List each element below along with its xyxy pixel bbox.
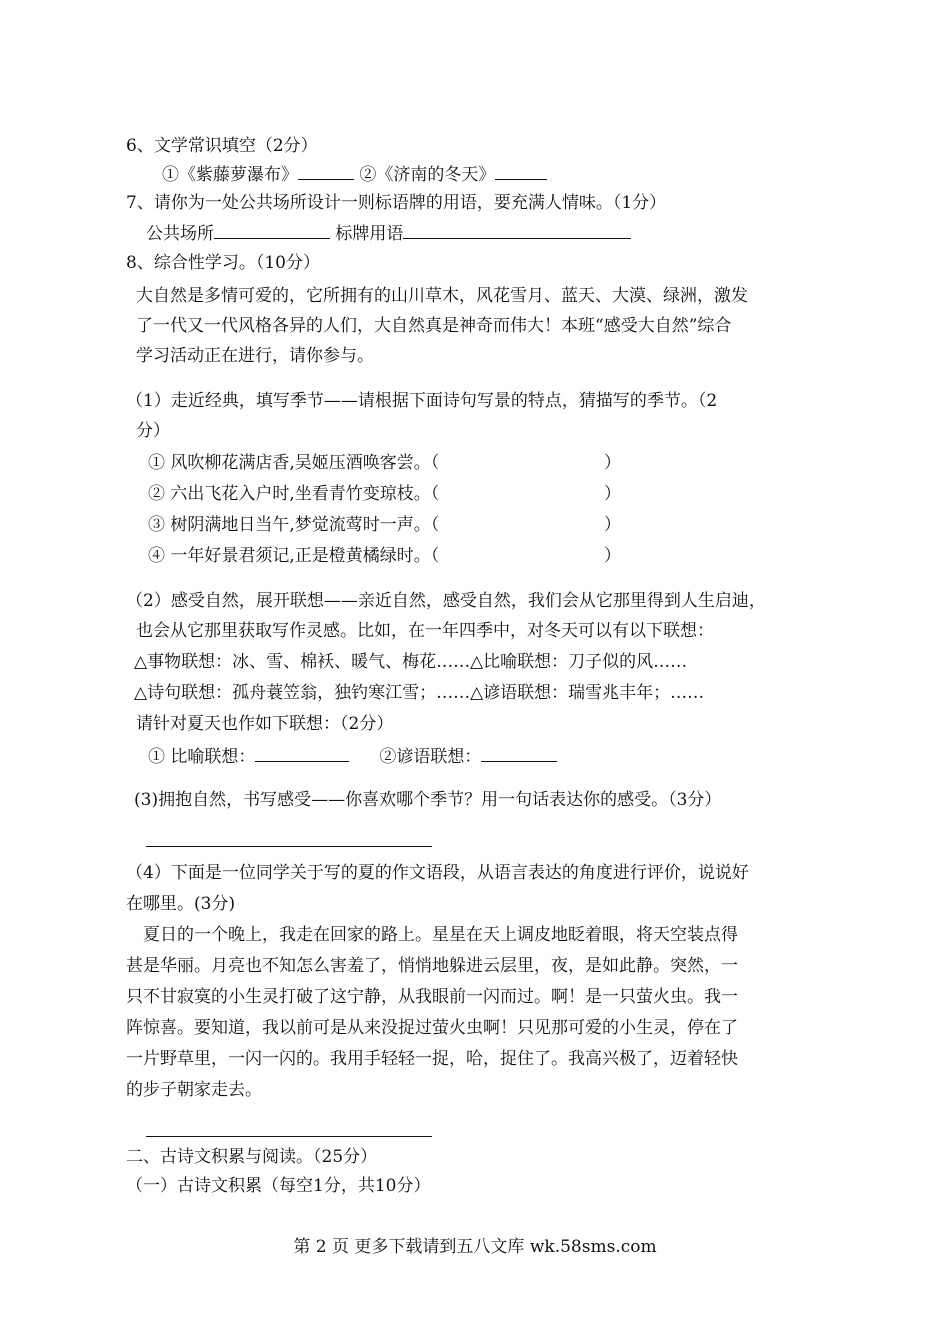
- q8-p4-title-line1: （4）下面是一位同学关于写的夏的作文语段，从语言表达的角度进行评价，说说好: [126, 863, 749, 883]
- q8-p1-item4-close: ）: [604, 546, 621, 566]
- q8-p2-proverb-label: ②谚语联想：: [379, 747, 482, 767]
- q8-p4-title-line2: 在哪里。(3分): [126, 894, 236, 914]
- q8-p1-item4: [148, 545, 439, 567]
- q8-intro-line3: 学习活动正在进行，请你参与。: [136, 346, 374, 366]
- page-footer: 第 2 页 更多下载请到五八文库 wk.58sms.com: [293, 1237, 657, 1257]
- q7-place-label: 公共场所: [146, 224, 214, 244]
- q8-p2-proverb-blank[interactable]: [481, 744, 557, 762]
- q6-items: [162, 162, 547, 186]
- q7-place-blank[interactable]: [214, 221, 330, 239]
- q8-p1-item4-text: ④ 一年好景君须记,正是橙黄橘绿时。（: [148, 546, 440, 566]
- q7-title: 7、请你为一处公共场所设计一则标语牌的用语，要充满人情味。（1分）: [126, 193, 667, 213]
- q8-p1-item2-text: ② 六出飞花入户时,坐看青竹变琼枝。（: [148, 484, 440, 504]
- q8-p2-answer-row: [148, 744, 557, 768]
- q7-slogan-blank[interactable]: [403, 221, 631, 239]
- section2-title: 二、古诗文积累与阅读。（25分）: [126, 1147, 378, 1167]
- q8-intro-line1: 大自然是多情可爱的，它所拥有的山川草木，风花雪月、蓝天、大漠、绿洲，激发: [136, 286, 748, 306]
- q8-p2-line5: 请针对夏天也作如下联想：（2分）: [136, 714, 394, 734]
- q8-p3-title: (3)拥抱自然，书写感受——你喜欢哪个季节？用一句话表达你的感受。（3分）: [134, 790, 722, 810]
- q8-p2-line1: （2）感受自然，展开联想——亲近自然，感受自然，我们会从它那里得到人生启迪，: [126, 591, 766, 611]
- q6-item1-blank[interactable]: [298, 162, 354, 180]
- q8-p1-item2-close: ）: [604, 484, 621, 504]
- q8-intro-line2: 了一代又一代风格各异的人们，大自然真是神奇而伟大！本班“感受大自然”综合: [136, 316, 732, 336]
- q8-title: 8、综合性学习。（10分）: [126, 253, 320, 273]
- q8-p1-item1-close: ）: [604, 453, 621, 473]
- q7-answer-row: [146, 221, 631, 245]
- q6-item2-label: ②《济南的冬天》: [359, 165, 496, 185]
- q8-p2-line4: △诗句联想：孤舟蓑笠翁，独钓寒江雪；……△谚语联想：瑞雪兆丰年；……: [134, 683, 705, 703]
- q8-p1-title-line2: 分）: [136, 421, 170, 441]
- section2-sub1: （一）古诗文积累（每空1分，共10分）: [126, 1176, 431, 1196]
- q8-p1-title-line1: （1）走近经典，填写季节——请根据下面诗句写景的特点，猜描写的季节。（2: [126, 391, 718, 411]
- q8-p1-item3-text: ③ 树阴满地日当午,梦觉流莺时一声。（: [148, 515, 440, 535]
- q8-p1-item2: [148, 483, 439, 505]
- q6-item2-blank[interactable]: [495, 162, 547, 180]
- q6-title: 6、文学常识填空（2分）: [126, 136, 318, 156]
- q7-slogan-label: 标牌用语: [335, 224, 404, 244]
- q8-p4-passage-line3: 只不甘寂寞的小生灵打破了这宁静，从我眼前一闪而过。啊！是一只萤火虫。我一: [126, 987, 738, 1007]
- q8-p4-passage-line1: 夏日的一个晚上，我走在回家的路上。星星在天上调皮地眨着眼，将天空装点得: [143, 925, 738, 945]
- q8-p2-metaphor-blank[interactable]: [255, 744, 349, 762]
- q8-p1-item1-text: ① 风吹柳花满店香,吴姬压酒唤客尝。（: [148, 453, 440, 473]
- q8-p2-metaphor-label: ① 比喻联想：: [148, 747, 256, 767]
- q8-p3-answer-line[interactable]: [146, 846, 432, 847]
- q8-p2-line3: △事物联想：冰、雪、棉袄、暖气、梅花……△比喻联想：刀子似的风……: [134, 652, 688, 672]
- q8-p4-passage-line2: 甚是华丽。月亮也不知怎么害羞了，悄悄地躲进云层里，夜，是如此静。突然，一: [126, 956, 738, 976]
- q8-p4-answer-line[interactable]: [146, 1136, 432, 1137]
- q8-p4-passage-line4: 阵惊喜。要知道，我以前可是从来没捉过萤火虫啊！只见那可爱的小生灵，停在了: [126, 1018, 738, 1038]
- q8-p4-passage-line5: 一片野草里，一闪一闪的。我用手轻轻一捉，哈，捉住了。我高兴极了，迈着轻快: [126, 1049, 738, 1069]
- q8-p1-item3-close: ）: [604, 515, 621, 535]
- q8-p2-line2: 也会从它那里获取写作灵感。比如，在一年四季中，对冬天可以有以下联想：: [136, 621, 714, 641]
- q8-p1-item1: [148, 452, 439, 474]
- q8-p1-item3: [148, 514, 439, 536]
- q8-p4-passage-line6: 的步子朝家走去。: [126, 1080, 262, 1100]
- q6-item1-label: ①《紫藤萝瀑布》: [162, 165, 298, 185]
